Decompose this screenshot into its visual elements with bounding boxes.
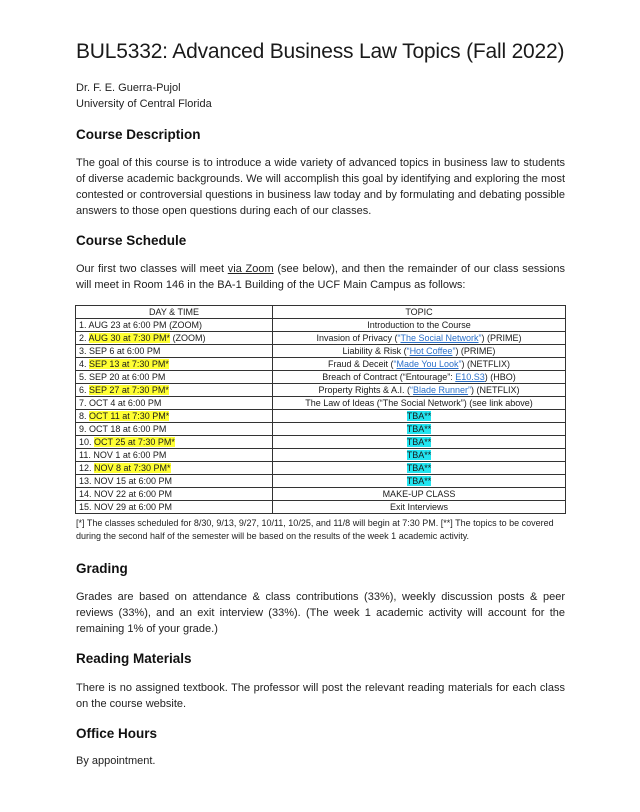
session-number: 8. — [79, 411, 90, 421]
topic-cell — [273, 475, 566, 488]
close-quote: ” — [452, 346, 456, 356]
session-number: 5. — [79, 372, 90, 382]
topic-suffix: ) (HBO) — [484, 372, 516, 382]
day-time-cell — [76, 397, 273, 410]
session-date: AUG 30 at 7:30 PM* — [88, 333, 171, 343]
heading-office-hours: Office Hours — [76, 726, 158, 741]
day-time-cell — [76, 319, 273, 332]
close-quote: ” — [458, 359, 462, 369]
column-header-day-time: DAY & TIME — [76, 306, 273, 319]
topic-cell — [273, 345, 566, 358]
topic-cell — [273, 358, 566, 371]
topic-cell — [273, 501, 566, 514]
topic-text: TBA** — [406, 476, 432, 486]
topic-suffix: ) (PRIME) — [481, 333, 522, 343]
session-date: OCT 25 at 7:30 PM* — [94, 437, 175, 447]
intro-text: Our first two classes will meet — [76, 263, 228, 275]
table-row — [76, 462, 566, 475]
office-hours-text: By appointment. — [76, 755, 156, 767]
heading-course-schedule: Course Schedule — [76, 233, 187, 248]
topic-text: TBA** — [406, 411, 432, 421]
topic-text: Fraud & Deceit ( — [327, 359, 394, 369]
table-row — [76, 371, 566, 384]
day-time-cell — [76, 501, 273, 514]
topic-link[interactable]: Blade Runner — [413, 385, 469, 395]
topic-text: TBA** — [406, 463, 432, 473]
session-number: 6. — [79, 385, 90, 395]
close-quote: ” — [478, 333, 482, 343]
topic-text: TBA** — [406, 424, 432, 434]
day-time-cell — [76, 332, 273, 345]
session-mode: (ZOOM) — [170, 333, 206, 343]
day-time-cell — [76, 449, 273, 462]
table-row — [76, 501, 566, 514]
reading-materials-text: There is no assigned textbook. The professor will post the relevant reading materials for each class on the course website. — [76, 682, 565, 710]
topic-cell — [273, 423, 566, 436]
day-time-cell — [76, 345, 273, 358]
close-quote: ” — [468, 385, 472, 395]
table-row — [76, 345, 566, 358]
table-row — [76, 436, 566, 449]
topic-cell — [273, 462, 566, 475]
topic-text: Property Rights & A.I. ( — [318, 385, 410, 395]
schedule-table — [75, 305, 566, 514]
table-row — [76, 332, 566, 345]
table-row — [76, 449, 566, 462]
topic-link[interactable]: E10.S3 — [455, 372, 485, 382]
day-time-cell — [76, 358, 273, 371]
table-row — [76, 488, 566, 501]
course-description-text: The goal of this course is to introduce a wide variety of advanced topics in business law to students of diverse academic backgrounds. We will accomplish this goal by identifying and exploring the most contested or controversial questions in business law today and by formulating and debating possible answers to those open questions during each of our classes. — [76, 157, 565, 217]
topic-text: The Law of Ideas (“The Social Network”) (see link above) — [305, 398, 533, 408]
heading-grading: Grading — [76, 561, 128, 576]
session-mode: (ZOOM) — [166, 320, 203, 330]
author-name: Dr. F. E. Guerra-Pujol — [76, 82, 181, 94]
table-row — [76, 358, 566, 371]
column-header-topic: TOPIC — [273, 306, 566, 319]
table-row — [76, 397, 566, 410]
session-number: 3. — [79, 346, 90, 356]
session-number: 15. — [79, 502, 95, 512]
topic-text: Invasion of Privacy ( — [316, 333, 398, 343]
table-row — [76, 384, 566, 397]
session-date: OCT 4 at 6:00 PM — [89, 398, 162, 408]
session-number: 4. — [79, 359, 90, 369]
open-quote: “ — [397, 333, 401, 343]
institution-name: University of Central Florida — [76, 98, 212, 110]
schedule-footnote: [*] The classes scheduled for 8/30, 9/13, 9/27, 10/11, 10/25, and 11/8 will begin at 7:30 PM. [**] The topics to be covered during the second half of the semester will be based on the results of the week 1 academic activity. — [76, 518, 554, 541]
day-time-cell — [76, 436, 273, 449]
author-block — [76, 80, 212, 112]
session-date: NOV 1 at 6:00 PM — [93, 450, 167, 460]
topic-text: TBA** — [406, 450, 432, 460]
document-title: BUL5332: Advanced Business Law Topics (Fall 2022) — [76, 40, 565, 63]
open-quote: “ — [393, 359, 397, 369]
session-number: 10. — [79, 437, 95, 447]
intro-text-rest: (see below), and then the remainder of our class sessions will meet in Room 146 in the BA-1 Building of the UCF Main Campus as follows: — [76, 263, 565, 291]
topic-text: Liability & Risk ( — [342, 346, 407, 356]
session-date: NOV 15 at 6:00 PM — [94, 476, 173, 486]
via-zoom-link[interactable]: via Zoom — [227, 263, 274, 275]
day-time-cell — [76, 488, 273, 501]
table-row — [76, 423, 566, 436]
session-date: SEP 13 at 7:30 PM* — [89, 359, 169, 369]
session-date: OCT 11 at 7:30 PM* — [89, 411, 170, 421]
topic-cell — [273, 384, 566, 397]
table-header-row — [76, 306, 566, 319]
session-date: SEP 20 at 6:00 PM — [89, 372, 166, 382]
topic-cell — [273, 449, 566, 462]
session-number: 12. — [79, 463, 95, 473]
day-time-cell — [76, 410, 273, 423]
session-date: NOV 29 at 6:00 PM — [94, 502, 173, 512]
session-number: 13. — [79, 476, 95, 486]
session-date: SEP 6 at 6:00 PM — [89, 346, 161, 356]
session-date: OCT 18 at 6:00 PM — [89, 424, 167, 434]
topic-link[interactable]: The Social Network — [400, 333, 479, 343]
topic-text: Introduction to the Course — [367, 320, 471, 330]
day-time-cell — [76, 423, 273, 436]
topic-cell — [273, 371, 566, 384]
open-quote: “ — [410, 385, 413, 395]
session-number: 11. — [79, 450, 94, 460]
topic-text: TBA** — [406, 437, 432, 447]
topic-cell — [273, 397, 566, 410]
topic-suffix: ) (PRIME) — [455, 346, 496, 356]
session-date: NOV 8 at 7:30 PM* — [94, 463, 171, 473]
table-row — [76, 475, 566, 488]
topic-text: Exit Interviews — [389, 502, 449, 512]
day-time-cell — [76, 384, 273, 397]
session-number: 9. — [79, 424, 90, 434]
day-time-cell — [76, 475, 273, 488]
session-number: 14. — [79, 489, 95, 499]
session-number: 1. — [79, 320, 89, 330]
session-date: SEP 27 at 7:30 PM* — [89, 385, 169, 395]
topic-cell — [273, 436, 566, 449]
topic-link[interactable]: Made You Look — [396, 359, 459, 369]
day-time-cell — [76, 371, 273, 384]
topic-text: Breach of Contract (“Entourage”: — [322, 372, 456, 382]
heading-course-description: Course Description — [76, 127, 201, 142]
topic-link[interactable]: Hot Coffee — [409, 346, 453, 356]
table-row — [76, 410, 566, 423]
topic-cell — [273, 332, 566, 345]
grading-text: Grades are based on attendance & class contributions (33%), weekly discussion posts & peer reviews (33%), and an exit interview (33%). (The week 1 academic activity will account for the remaining 1% of your grade.) — [76, 591, 565, 635]
open-quote: “ — [406, 346, 410, 356]
topic-suffix: ) (NETFLIX) — [461, 359, 511, 369]
session-number: 7. — [79, 398, 90, 408]
heading-reading-materials: Reading Materials — [76, 651, 192, 666]
topic-cell — [273, 410, 566, 423]
topic-cell — [273, 488, 566, 501]
topic-suffix: ) (NETFLIX) — [471, 385, 520, 395]
day-time-cell — [76, 462, 273, 475]
session-date: AUG 23 at 6:00 PM — [88, 320, 167, 330]
table-row — [76, 319, 566, 332]
session-date: NOV 22 at 6:00 PM — [94, 489, 173, 499]
schedule-intro — [76, 261, 565, 293]
topic-cell — [273, 319, 566, 332]
topic-text: MAKE-UP CLASS — [382, 489, 456, 499]
session-number: 2. — [79, 333, 89, 343]
